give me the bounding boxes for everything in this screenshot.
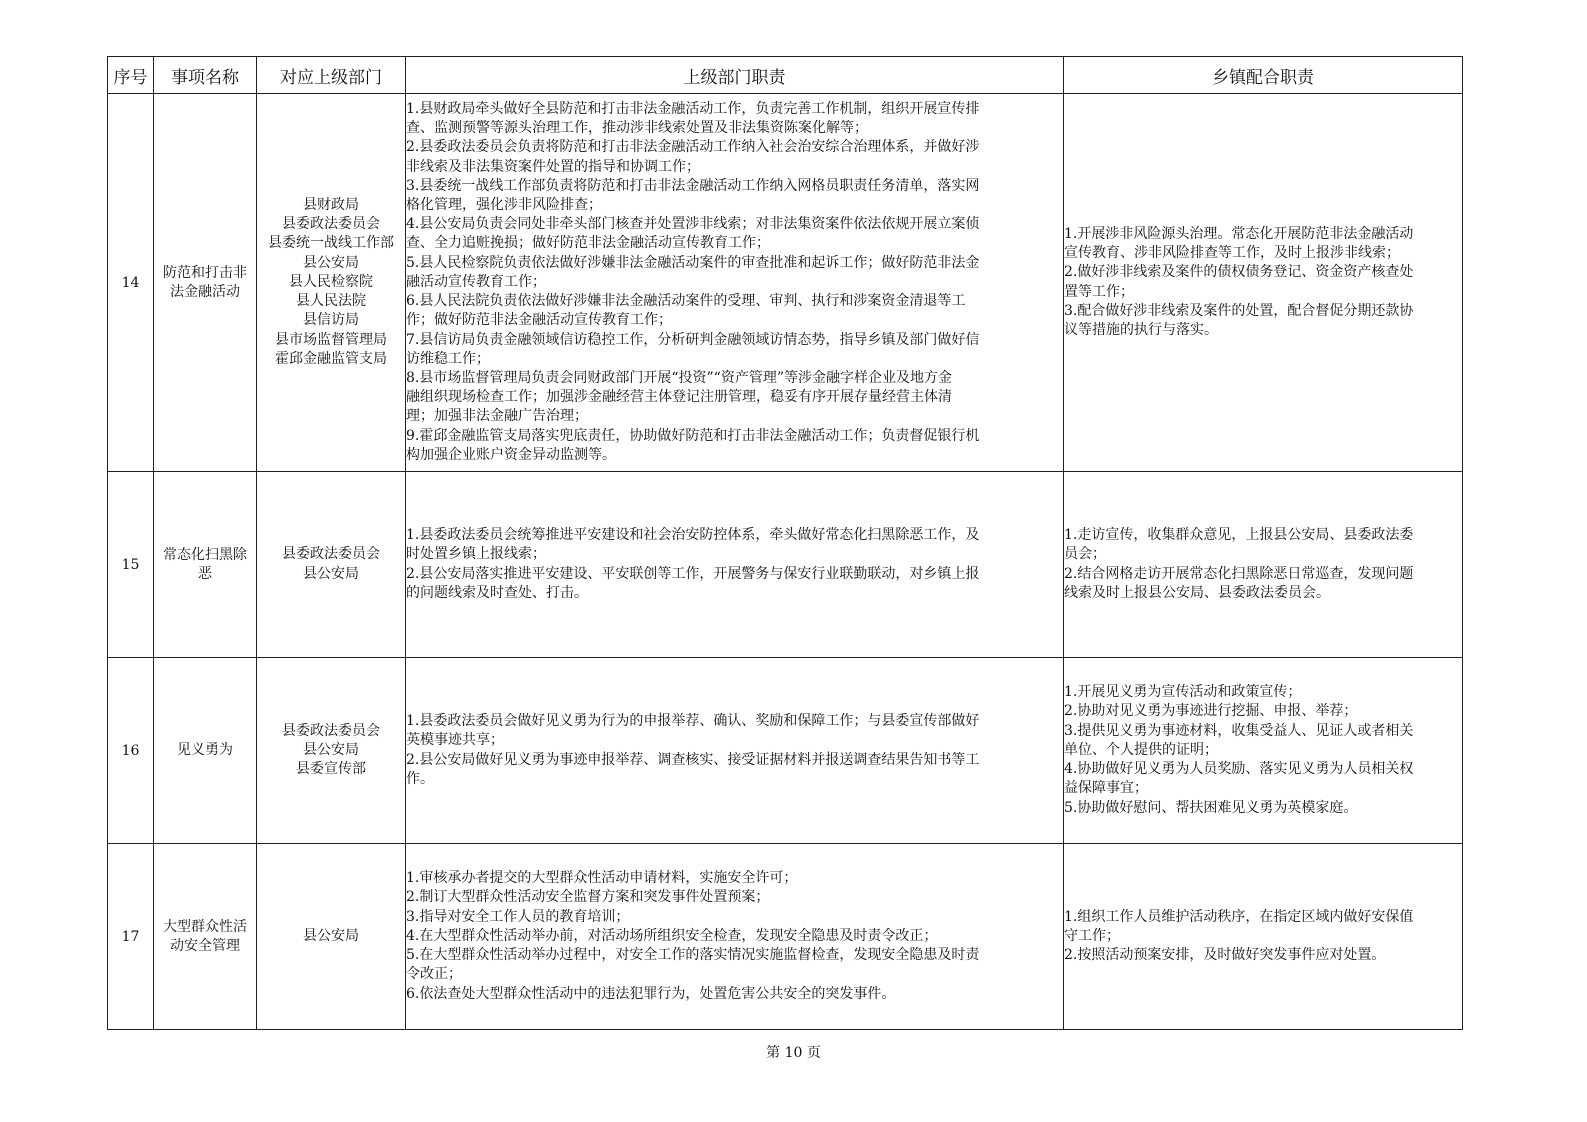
duty-line: 访维稳工作； [406,350,490,367]
row-town-duties [1064,94,1463,472]
duty-line: 2.县委政法委员会负责将防范和打击非法金融活动工作纳入社会治安综合治理体系，并做好涉 [406,139,980,156]
duty-line: 5.在大型群众性活动举办过程中，对安全工作的落实情况实施监督检查，发现安全隐患及时责 [406,947,980,964]
dept-line: 县市场监督管理局 [275,331,387,348]
duty-line: 查、全力追赃挽损；做好防范非法金融活动宣传教育工作； [406,235,770,252]
row-seq: 17 [108,844,154,1030]
duty-line: 7.县信访局负责金融领域信访稳控工作，分析研判金融领域访情态势，指导乡镇及部门做好信 [406,331,980,348]
duty-line: 1.县委政法委员会统筹推进平安建设和社会治安防控体系，牵头做好常态化扫黑除恶工作，及 [406,527,980,544]
duty-line: 9.霍邱金融监管支局落实兜底责任，协助做好防范和打击非法金融活动工作；负责督促银行机 [406,427,980,444]
town-duty-line: 3.提供见义勇为事迹材料，收集受益人、见证人或者相关 [1064,722,1414,739]
duty-line: 8.县市场监督管理局负责会同财政部门开展“投资”“资产管理”等涉金融字样企业及地方金 [406,369,952,386]
duty-line: 1.审核承办者提交的大型群众性活动申请材料，实施安全许可； [406,870,798,887]
row-superior-duties [406,658,1064,844]
town-duty-line: 2.结合网格走访开展常态化扫黑除恶日常巡查，发现问题 [1064,565,1414,582]
dept-line: 县人民检察院 [289,273,373,290]
row-item-name [154,844,257,1030]
duty-line: 作。 [406,770,434,787]
row-superior-depts [257,472,406,658]
item-name-line: 动安全管理 [170,937,240,954]
table-row [108,844,1463,1030]
town-duty-line: 5.协助做好慰问、帮扶困难见义勇为英模家庭。 [1064,799,1358,816]
town-duty-line: 4.协助做好见义勇为人员奖励、落实见义勇为人员相关权 [1064,761,1414,778]
table-row [108,472,1463,658]
dept-line: 县公安局 [303,927,359,944]
duty-line: 6.县人民法院负责依法做好涉嫌非法金融活动案件的受理、审判、执行和涉案资金清退等工 [406,293,966,310]
town-duty-line: 单位、个人提供的证明； [1064,741,1218,758]
item-name-line: 见义勇为 [177,742,233,758]
town-duty-line: 守工作； [1064,927,1120,944]
duty-line: 4.县公安局负责会同处非牵头部门核查并处置涉非线索；对非法集资案件依法依规开展立案侦 [406,216,980,233]
duty-line: 查、监测预警等源头治理工作，推动涉非线索处置及非法集资陈案化解等； [406,120,868,137]
responsibility-table [107,56,1463,1030]
row-superior-depts [257,94,406,472]
item-name-line: 法金融活动 [170,283,240,300]
dept-line: 县信访局 [303,312,359,329]
row-town-duties [1064,472,1463,658]
table-row [108,94,1463,472]
item-name-line: 常态化扫黑除 [163,546,247,563]
town-duty-line: 2.做好涉非线索及案件的债权债务登记、资金资产核查处 [1064,264,1414,281]
dept-line: 县委政法委员会 [282,216,380,233]
row-superior-duties [406,94,1064,472]
duty-line: 2.制订大型群众性活动安全监督方案和突发事件处置预案； [406,889,770,906]
town-duty-line: 置等工作； [1064,283,1134,300]
item-name-line: 恶 [198,565,212,582]
row-town-duties [1064,844,1463,1030]
duty-line: 2.县公安局落实推进平安建设、平安联创等工作，开展警务与保安行业联勤联动，对乡镇上报 [406,565,980,582]
header-seq: 序号 [108,57,154,94]
duty-line: 3.县委统一战线工作部负责将防范和打击非法金融活动工作纳入网格员职责任务清单，落实网 [406,177,980,194]
row-superior-depts [257,844,406,1030]
town-duty-line: 3.配合做好涉非线索及案件的处置，配合督促分期还款协 [1064,302,1414,319]
town-duty-line: 2.协助对见义勇为事迹进行挖掘、申报、举荐； [1064,703,1358,720]
town-duty-line: 员会； [1064,546,1106,563]
duty-line: 5.县人民检察院负责依法做好涉嫌非法金融活动案件的审查批准和起诉工作；做好防范非法金 [406,254,980,271]
duty-line: 1.县财政局牵头做好全县防范和打击非法金融活动工作，负责完善工作机制，组织开展宣传排 [406,101,980,118]
header-superior-duties: 上级部门职责 [406,57,1064,94]
header-item-name: 事项名称 [154,57,257,94]
row-seq: 15 [108,472,154,658]
header-superior-dept: 对应上级部门 [257,57,406,94]
row-seq: 14 [108,94,154,472]
item-name-line: 大型群众性活 [163,918,247,935]
duty-line: 1.县委政法委员会做好见义勇为行为的申报举荐、确认、奖励和保障工作；与县委宣传部做好 [406,713,980,730]
town-duty-line: 1.开展涉非风险源头治理。常态化开展防范非法金融活动 [1064,225,1414,242]
row-item-name [154,94,257,472]
row-superior-duties [406,844,1064,1030]
header-town-duties: 乡镇配合职责 [1064,57,1463,94]
duty-line: 融活动宣传教育工作； [406,273,546,290]
town-duty-line: 2.按照活动预案安排，及时做好突发事件应对处置。 [1064,947,1386,964]
town-duty-line: 1.开展见义勇为宣传活动和政策宣传； [1064,684,1302,701]
dept-line: 县公安局 [303,565,359,582]
dept-line: 霍邱金融监管支局 [275,350,387,367]
duty-line: 令改正； [406,966,462,983]
duty-line: 时处置乡镇上报线索； [406,546,546,563]
row-item-name [154,472,257,658]
town-duty-line: 议等措施的执行与落实。 [1064,321,1218,338]
duty-line: 理；加强非法金融广告治理； [406,408,588,425]
row-superior-duties [406,472,1064,658]
item-name-line: 防范和打击非 [163,264,247,281]
row-town-duties [1064,658,1463,844]
duty-line: 构加强企业账户资金异动监测等。 [406,446,616,463]
town-duty-line: 1.走访宣传，收集群众意见，上报县公安局、县委政法委 [1064,527,1414,544]
duty-line: 3.指导对安全工作人员的教育培训； [406,908,630,925]
duty-line: 2.县公安局做好见义勇为事迹申报举荐、调查核实、接受证据材料并报送调查结果告知书等工 [406,751,980,768]
dept-line: 县人民法院 [296,293,366,310]
town-duty-line: 宣传教育、涉非风险排查等工作，及时上报涉非线索； [1064,245,1400,262]
duty-line: 融组织现场检查工作；加强涉金融经营主体登记注册管理，稳妥有序开展存量经营主体清 [406,389,952,406]
dept-line: 县委政法委员会 [282,546,380,563]
row-seq: 16 [108,658,154,844]
table-header-row [108,57,1463,94]
duty-line: 作；做好防范非法金融活动宣传教育工作； [406,312,672,329]
town-duty-line: 1.组织工作人员维护活动秩序，在指定区域内做好安保值 [1064,908,1414,925]
table-row [108,658,1463,844]
duty-line: 6.依法查处大型群众性活动中的违法犯罪行为，处置危害公共安全的突发事件。 [406,985,896,1002]
dept-line: 县公安局 [303,254,359,271]
town-duty-line: 益保障事宜； [1064,780,1148,797]
dept-line: 县委政法委员会 [282,722,380,739]
row-superior-depts [257,658,406,844]
duty-line: 英模事迹共享； [406,732,504,749]
dept-line: 县委统一战线工作部 [268,235,394,252]
row-item-name [154,658,257,844]
dept-line: 县委宣传部 [296,761,366,778]
duty-line: 的问题线索及时查处、打击。 [406,584,588,601]
town-duty-line: 线索及时上报县公安局、县委政法委员会。 [1064,584,1330,601]
duty-line: 格化管理，强化涉非风险排查； [406,197,602,214]
duty-line: 4.在大型群众性活动举办前，对活动场所组织安全检查，发现安全隐患及时责令改正； [406,927,938,944]
dept-line: 县财政局 [303,197,359,214]
dept-line: 县公安局 [303,741,359,758]
duty-line: 非线索及非法集资案件处置的指导和协调工作； [406,158,700,175]
page-number: 第 10 页 [766,1045,821,1061]
